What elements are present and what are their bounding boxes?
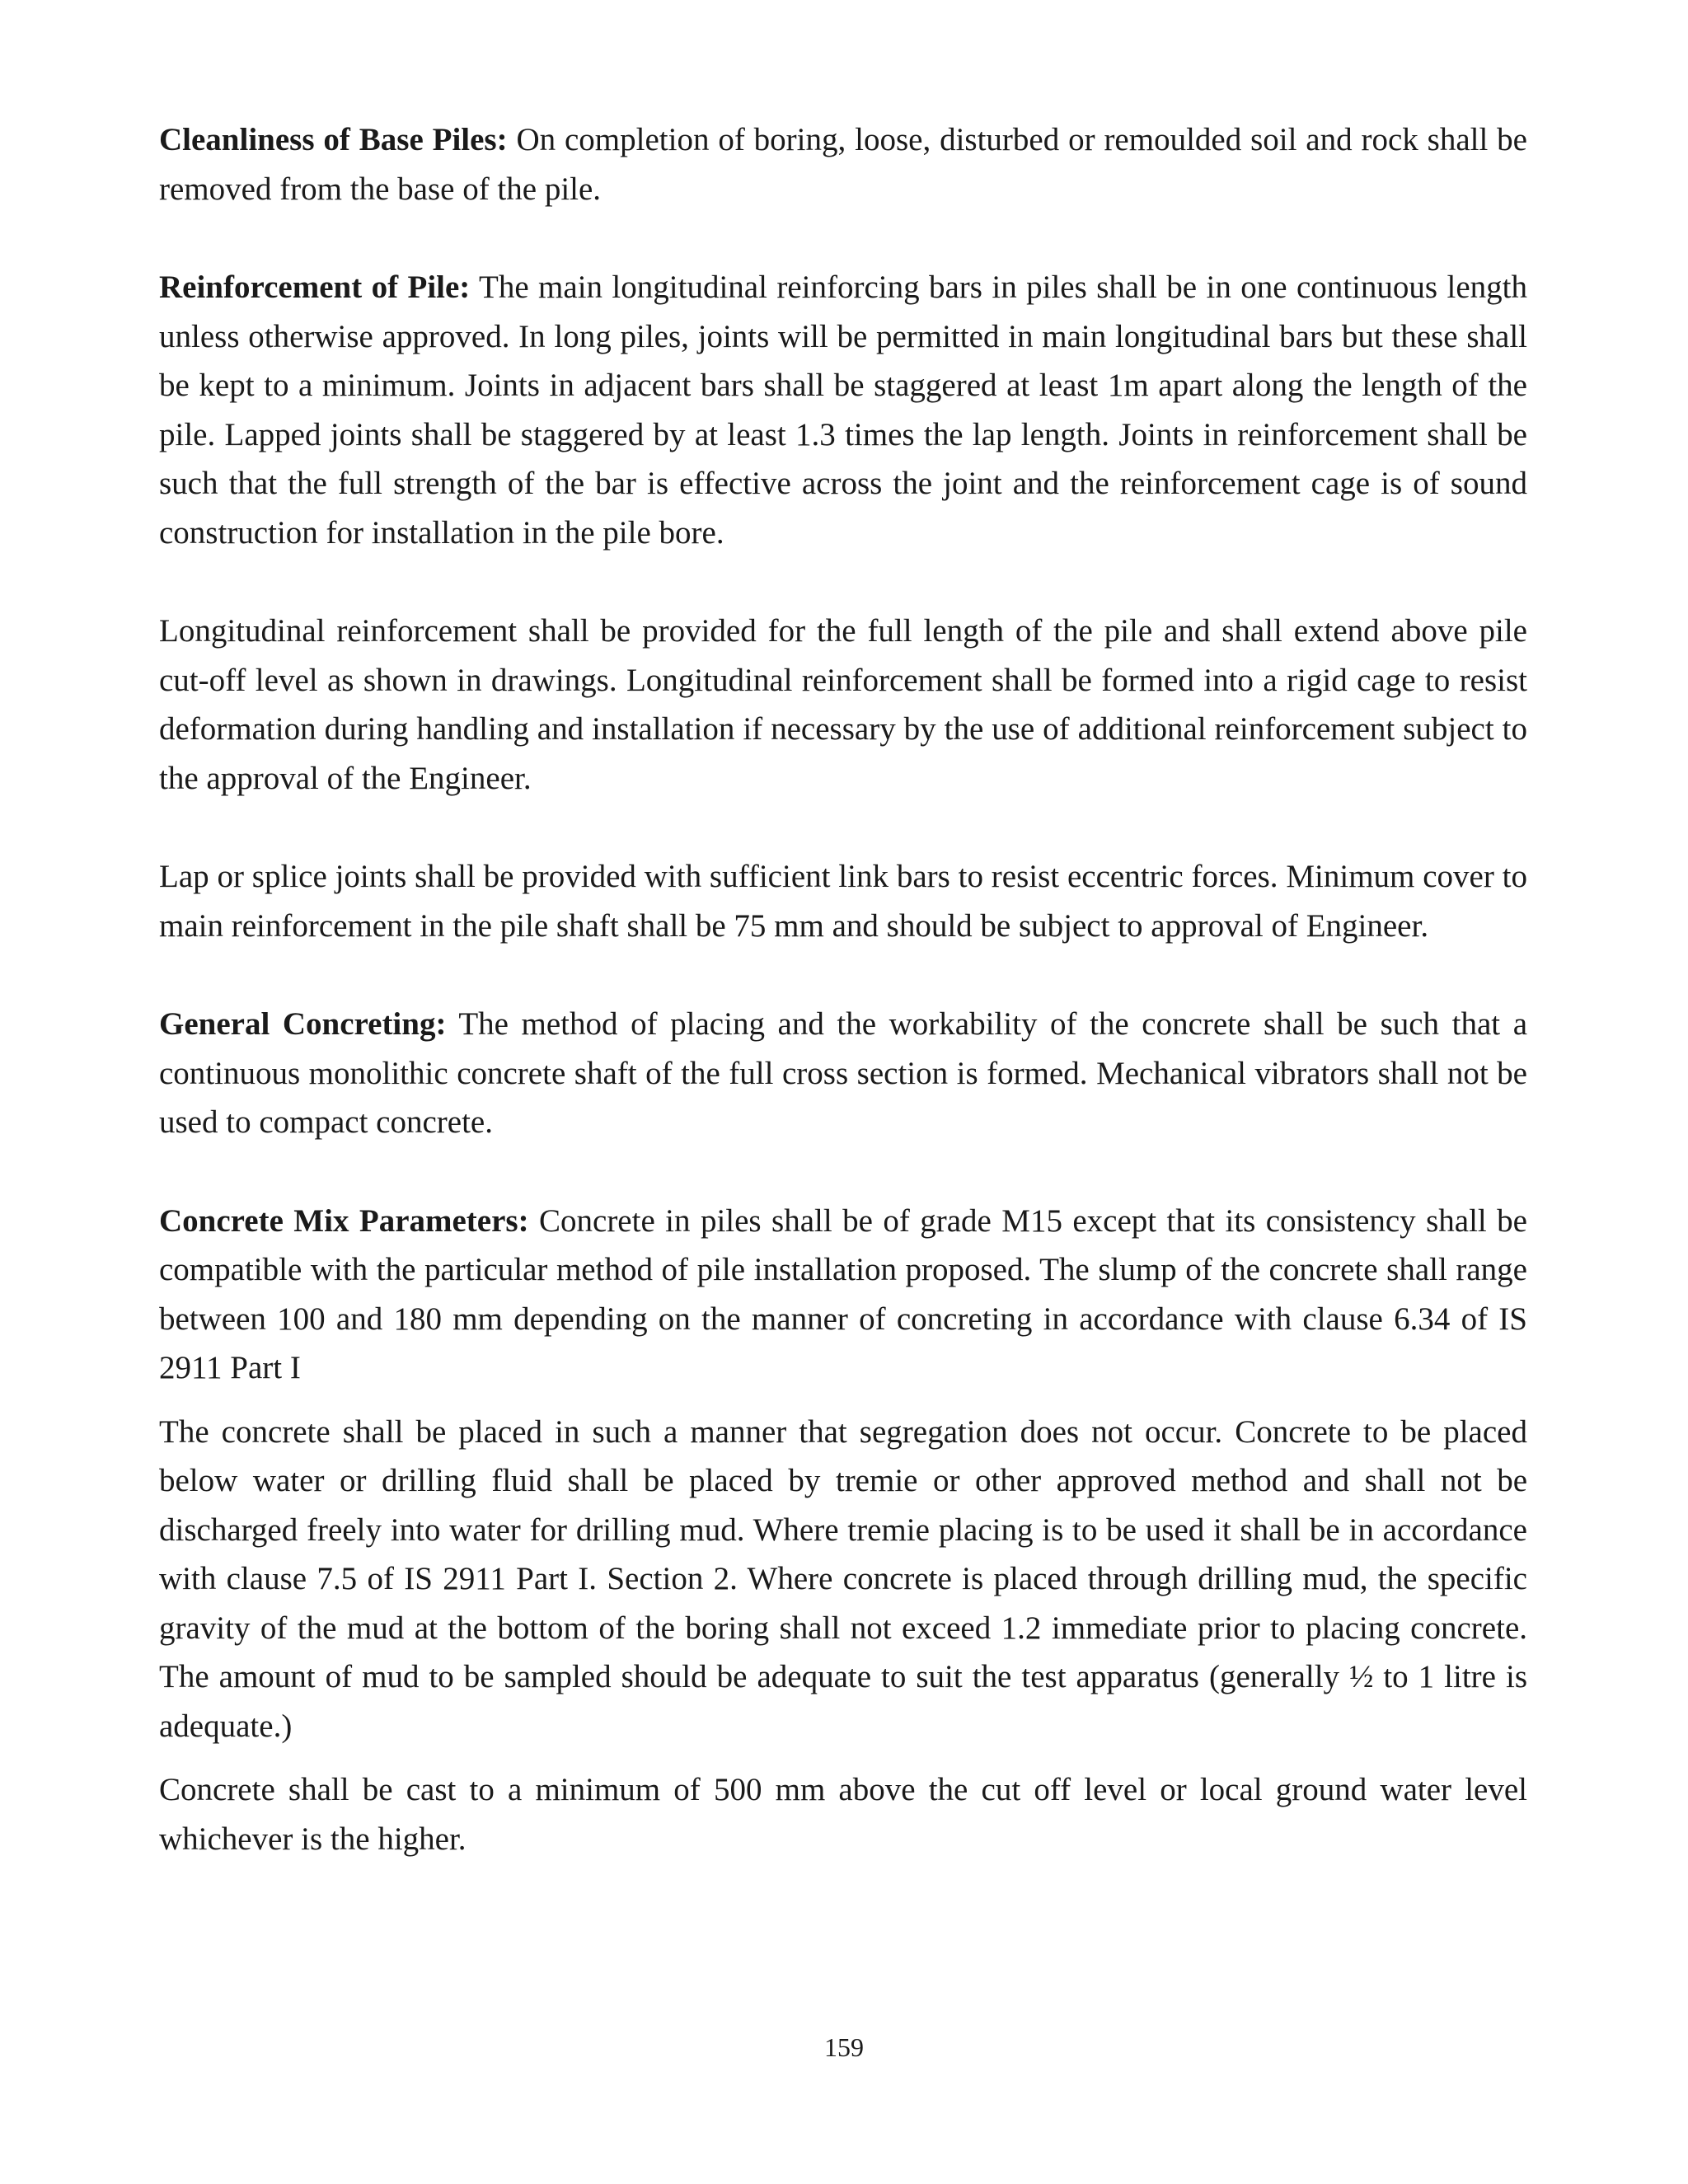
- paragraph-concrete-cast-level: [159, 1765, 1527, 1863]
- paragraph-text: Concrete shall be cast to a minimum of 500 mm above the cut off level or local ground water level whichever is the higher.: [159, 1772, 1527, 1857]
- paragraph-reinforcement-of-pile: [159, 263, 1527, 557]
- paragraph-text: On completion of boring, loose, disturbed or remoulded soil and rock shall be removed from the base of the pile.: [159, 122, 1527, 207]
- paragraph-heading: Concrete Mix Parameters:: [159, 1202, 529, 1239]
- paragraph-longitudinal-reinforcement: [159, 607, 1527, 803]
- paragraph-text: Lap or splice joints shall be provided with sufficient link bars to resist eccentric forces. Minimum cover to main reinforcement in the pile shaft shall be 75 mm and should be subject to approval of Engineer.: [159, 859, 1527, 944]
- paragraph-text: The concrete shall be placed in such a manner that segregation does not occur. Concrete to be placed below water or drilling fluid shall be placed by tremie or other approved method and shall not be discharged freely into water for drilling mud. Where tremie placing is to be used it shall be in accordance with clause 7.5 of IS 2911 Part I. Section 2. Where concrete is placed through drilling mud, the specific gravity of the mud at the bottom of the boring shall not exceed 1.2 immediate prior to placing concrete. The amount of mud to be sampled should be adequate to suit the test apparatus (generally ½ to 1 litre is adequate.): [159, 1413, 1527, 1744]
- paragraph-text: The main longitudinal reinforcing bars in piles shall be in one continuous length unless otherwise approved. In long piles, joints will be permitted in main longitudinal bars but these shall be kept to a minimum. Joints in adjacent bars shall be staggered at least 1m apart along the length of the pile. Lapped joints shall be staggered by at least 1.3 times the lap length. Joints in reinforcement shall be such that the full strength of the bar is effective across the joint and the reinforcement cage is of sound construction for installation in the pile bore.: [159, 269, 1528, 551]
- page-number: 159: [824, 2032, 864, 2062]
- paragraph-text: The method of placing and the workability of the concrete shall be such that a continuous monolithic concrete shaft of the full cross section is formed. Mechanical vibrators shall not be used to compact concrete.: [159, 1006, 1527, 1140]
- paragraph-general-concreting: [159, 1000, 1527, 1147]
- paragraph-heading: Cleanliness of Base Piles:: [159, 122, 508, 157]
- paragraph-cleanliness-of-base-piles: [159, 115, 1527, 213]
- paragraph-heading: Reinforcement of Pile:: [159, 269, 471, 305]
- document-body: [159, 115, 1527, 1913]
- paragraph-concrete-placement: [159, 1408, 1527, 1751]
- paragraph-lap-splice-joints: [159, 852, 1527, 950]
- paragraph-concrete-mix-parameters: [159, 1197, 1527, 1393]
- paragraph-text: Concrete in piles shall be of grade M15 except that its consistency shall be compatible with the particular method of pile installation proposed. The slump of the concrete shall range between 100 and 180 mm depending on the manner of concreting in accordance with clause 6.34 of IS 2911 Part I: [159, 1202, 1527, 1385]
- paragraph-text: Longitudinal reinforcement shall be provided for the full length of the pile and shall extend above pile cut-off level as shown in drawings. Longitudinal reinforcement shall be formed into a rigid cage to resist deformation during handling and installation if necessary by the use of additional reinforcement subject to the approval of the Engineer.: [159, 613, 1527, 796]
- paragraph-heading: General Concreting:: [159, 1006, 447, 1042]
